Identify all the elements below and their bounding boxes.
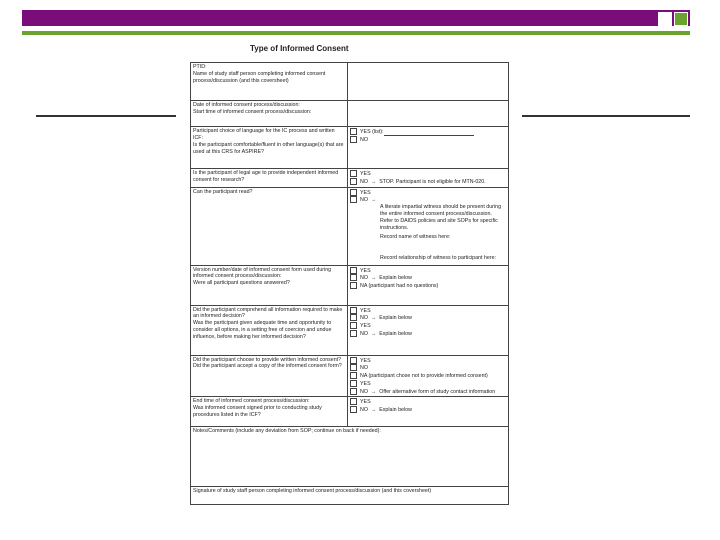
answer-option[interactable] (350, 322, 506, 330)
answer-cell[interactable] (348, 397, 509, 427)
option-label: NO (360, 330, 368, 337)
question-text: Did the participant accept a copy of the informed consent form? (193, 363, 342, 370)
question-text: Did the participant comprehend all information required to make an informed decision? (193, 306, 343, 320)
option-label: YES (360, 357, 371, 364)
title-bar (22, 10, 690, 26)
form-row (191, 355, 509, 397)
record-field-label: Record name of witness here: (380, 233, 451, 240)
question-cell (191, 355, 348, 397)
question-cell (191, 187, 348, 265)
option-label: YES (360, 323, 371, 330)
answer-option[interactable] (350, 178, 506, 186)
answer-cell[interactable] (348, 305, 509, 355)
question-text: Participant choice of language for the IC process and written ICF: (193, 128, 335, 141)
answer-option[interactable] (350, 314, 506, 322)
option-label: NO (360, 365, 368, 372)
divider-right (522, 115, 690, 117)
checkbox[interactable] (350, 322, 357, 329)
answer-option[interactable] (350, 380, 506, 388)
list-blank[interactable] (384, 130, 474, 136)
answer-option[interactable] (350, 330, 506, 338)
checkbox[interactable] (350, 380, 357, 387)
record-field-label: Record relationship of witness to participant here: (380, 254, 497, 261)
question-text: Notes/Comments (include any deviation from SOP; continue on back if needed): (193, 428, 381, 435)
checkbox[interactable] (350, 178, 357, 185)
option-label: NO (360, 407, 368, 414)
form-row (191, 101, 509, 127)
question-text: PTID: (193, 64, 207, 70)
arrow-icon: → (370, 330, 377, 337)
question-text: End time of informed consent process/discussion: (193, 398, 310, 405)
checkbox[interactable] (350, 267, 357, 274)
checkbox[interactable] (350, 398, 357, 405)
question-text: Signature of study staff person completing informed consent process/discussion (and this coversheet) (193, 488, 432, 495)
consent-form-table (190, 62, 509, 505)
checkbox[interactable] (350, 170, 357, 177)
form-row (191, 169, 509, 188)
answer-option[interactable] (350, 189, 506, 197)
question-cell (191, 169, 348, 188)
option-label: YES (list): (360, 128, 384, 135)
answer-option[interactable] (350, 196, 506, 204)
option-note: STOP. Participant is not eligible for MTN-020. (379, 178, 486, 185)
form-row (191, 427, 509, 487)
question-text: Did the participant choose to provide written informed consent? (193, 356, 342, 363)
checkbox[interactable] (350, 128, 357, 135)
form-row (191, 305, 509, 355)
option-note: Explain below (379, 330, 412, 337)
answer-cell (348, 101, 509, 127)
question-cell (191, 397, 348, 427)
checkbox[interactable] (350, 314, 357, 321)
answer-option[interactable] (350, 307, 506, 315)
question-cell (191, 127, 348, 169)
square-icon (658, 12, 672, 26)
answer-cell (348, 63, 509, 101)
accent-line (22, 31, 690, 35)
question-cell (191, 101, 348, 127)
question-text: Can the participant read? (193, 188, 253, 195)
option-label: NO (360, 388, 368, 395)
checkbox[interactable] (350, 357, 357, 364)
answer-cell[interactable] (348, 355, 509, 397)
question-text: Name of study staff person completing informed consent process/discussion (and this coversheet) (193, 70, 326, 84)
checkbox[interactable] (350, 196, 357, 203)
divider-left (36, 115, 176, 117)
option-note: Explain below (379, 315, 412, 322)
form-row (191, 397, 509, 427)
question-cell (191, 487, 509, 505)
option-label: NO (360, 197, 368, 204)
checkbox[interactable] (350, 372, 357, 379)
option-label: NA (participant chose not to provide informed consent) (360, 373, 488, 380)
answer-option[interactable] (350, 388, 506, 396)
question-cell (191, 305, 348, 355)
answer-option[interactable] (350, 136, 506, 144)
option-note: Explain below (379, 407, 412, 414)
arrow-icon: → (370, 197, 377, 204)
question-text: Start time of informed consent process/discussion: (193, 108, 312, 115)
question-text: Is the participant comfortable/fluent in other language(s) that are used at this CRS for ASPIRE? (193, 141, 344, 155)
question-cell (191, 265, 348, 305)
answer-cell[interactable] (348, 265, 509, 305)
checkbox[interactable] (350, 406, 357, 413)
option-note: Explain below (379, 275, 412, 282)
arrow-icon: → (370, 275, 377, 282)
form-row (191, 127, 509, 169)
checkbox[interactable] (350, 282, 357, 289)
answer-option[interactable] (350, 398, 506, 406)
answer-option[interactable] (350, 406, 506, 414)
question-text: Version number/date of informed consent form used during informed consent process/discussion: (193, 266, 332, 280)
option-label: NO (360, 275, 368, 282)
form-row (191, 187, 509, 265)
document-title: Type of Informed Consent (250, 44, 349, 53)
option-label: NO (360, 136, 368, 143)
answer-option[interactable] (350, 282, 506, 290)
arrow-icon: → (370, 178, 377, 185)
square-icon (674, 12, 688, 26)
answer-option[interactable] (350, 274, 506, 282)
form-row (191, 487, 509, 505)
answer-option[interactable] (350, 364, 506, 372)
question-text: Was the participant given adequate time and opportunity to consider all options, in a setting free of coercion and undue influence, before making her informed decision? (193, 320, 332, 341)
answer-cell[interactable] (348, 127, 509, 169)
question-text: Were all participant questions answered? (193, 280, 290, 287)
option-label: NA (participant had no questions) (360, 283, 439, 290)
option-label: YES (360, 189, 371, 196)
question-text: Date of informed consent process/discussion: (193, 102, 300, 108)
answer-option[interactable] (350, 357, 506, 365)
option-label: NO (360, 178, 368, 185)
checkbox[interactable] (350, 330, 357, 337)
question-cell (191, 63, 348, 101)
checkbox[interactable] (350, 364, 357, 371)
option-label: YES (360, 380, 371, 387)
checkbox[interactable] (350, 274, 357, 281)
question-cell (191, 427, 509, 487)
option-label: YES (360, 267, 371, 274)
form-row (191, 265, 509, 305)
option-label: YES (360, 307, 371, 314)
option-note: A literate impartial witness should be present during the entire informed consent process/discussion. Refer to DAIDS policies and site SOPs for specific instructions. (380, 204, 502, 231)
option-label: NO (360, 315, 368, 322)
arrow-icon: → (370, 407, 377, 414)
question-text: Was informed consent signed prior to conducting study procedures listed in the ICF? (193, 405, 322, 419)
answer-option[interactable] (350, 128, 506, 136)
checkbox[interactable] (350, 136, 357, 143)
option-label: YES (360, 170, 371, 177)
option-label: YES (360, 399, 371, 406)
answer-cell[interactable] (348, 169, 509, 188)
checkbox[interactable] (350, 307, 357, 314)
answer-cell[interactable] (348, 187, 509, 265)
checkbox[interactable] (350, 388, 357, 395)
form-row (191, 63, 509, 101)
question-text: Is the participant of legal age to provide independent informed consent for research? (193, 170, 339, 183)
answer-option[interactable] (350, 267, 506, 275)
answer-option[interactable] (350, 170, 506, 178)
option-note: Offer alternative form of study contact information (379, 388, 496, 395)
arrow-icon: → (370, 388, 377, 395)
answer-option[interactable] (350, 372, 506, 380)
arrow-icon: → (370, 315, 377, 322)
checkbox[interactable] (350, 189, 357, 196)
